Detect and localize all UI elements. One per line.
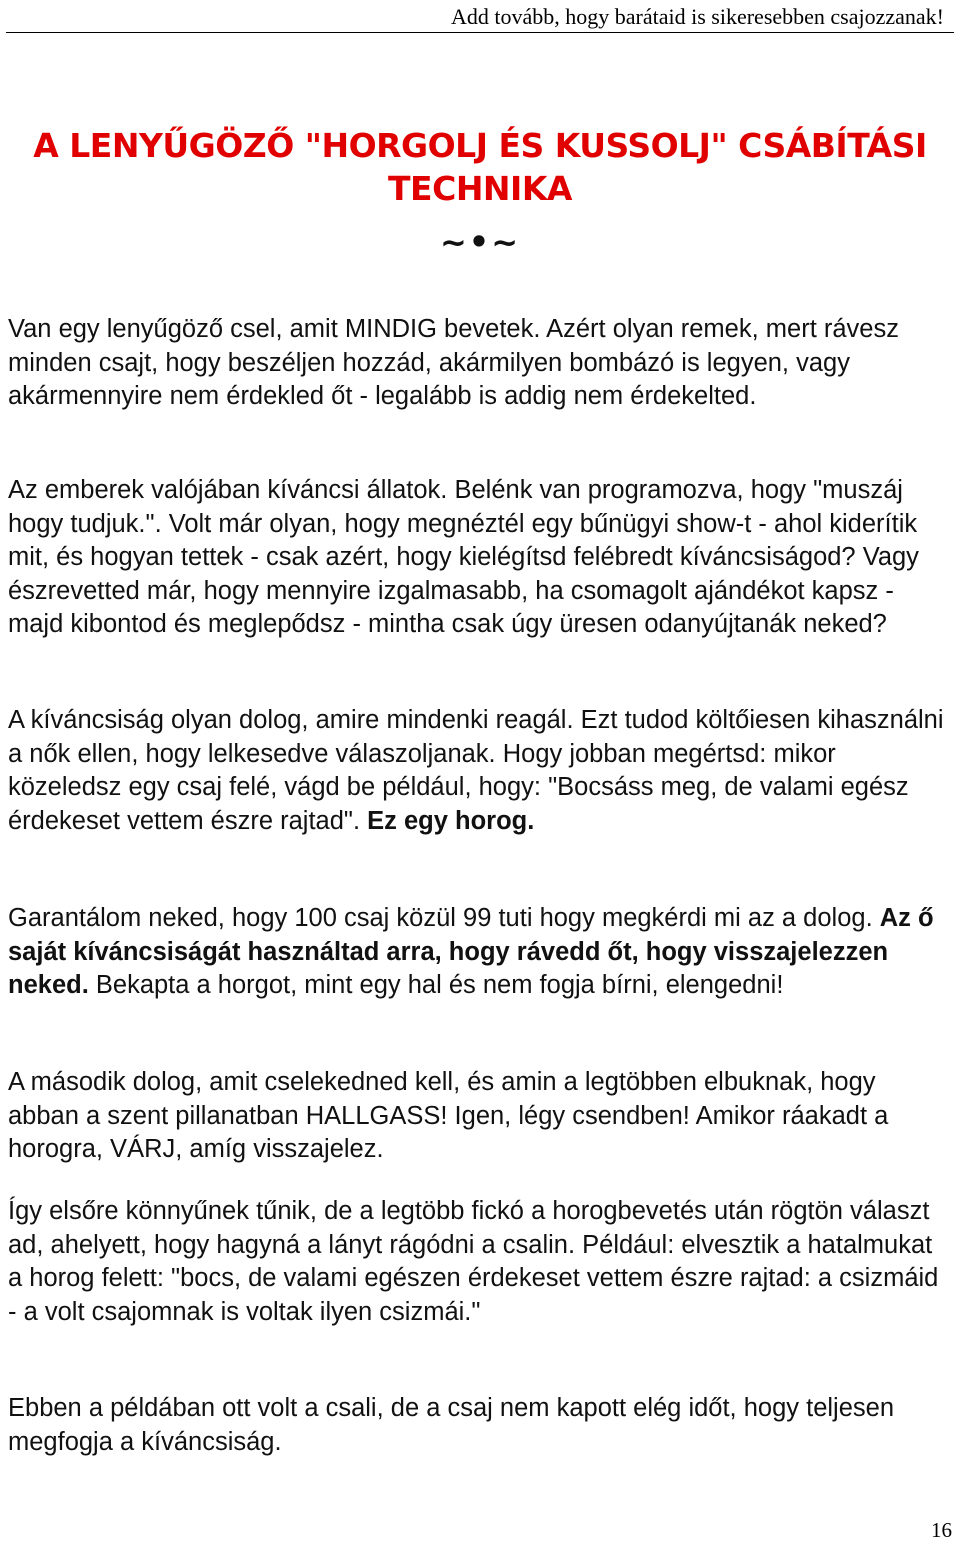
paragraph-text (8, 1195, 948, 1329)
header-divider (6, 32, 954, 33)
text-run: Az emberek valójában kíváncsi állatok. Belénk van programozva, hogy "muszáj hogy tudjuk.". Volt már olyan, hogy megnéztél egy bűnügyi show-t - ahol kiderítik mit, és hogyan tettek - csak azért, hogy kielégítsd felébredt kíváncsiságod? Vagy észrevetted már, hogy mennyire izgalmasabb, ha csomagolt ajándékot kapsz - majd kibontod és meglepődsz - mintha csak úgy üresen odanyújtanák neked? (8, 476, 919, 639)
text-run: A kíváncsiság olyan dolog, amire mindenki reagál. Ezt tudod költőiesen kihasználni a nők ellen, hogy lelkesedve válaszoljanak. Hogy jobban megértsd: mikor közeledsz egy csaj felé, vágd be például, hogy: "Bocsáss meg, de valami egész érdekeset vettem észre rajtad". (8, 706, 944, 835)
text-run: Ebben a példában ott volt a csali, de a csaj nem kapott elég időt, hogy teljesen megfogja a kíváncsiság. (8, 1394, 895, 1456)
page-title-line-1: A LENYŰGÖZŐ "HORGOLJ ÉS KUSSOLJ" CSÁBÍTÁSI (33, 126, 927, 165)
page-title-line-2: TECHNIKA (388, 169, 572, 208)
paragraph-text (8, 1066, 948, 1167)
paragraph-3 (8, 704, 948, 838)
paragraph-text (8, 1392, 948, 1459)
paragraph-4 (8, 902, 948, 1003)
paragraph-text (8, 474, 948, 642)
paragraph-text (8, 902, 948, 1003)
paragraph-6 (8, 1195, 948, 1329)
text-run: Van egy lenyűgöző csel, amit MINDIG bevetek. Azért olyan remek, mert rávesz minden csajt, hogy beszéljen hozzád, akármilyen bombázó is legyen, vagy akármennyire nem érdekled őt - legalább is addig nem érdekelted. (8, 315, 899, 411)
paragraph-1 (8, 313, 948, 414)
page-title (0, 124, 960, 210)
paragraph-text (8, 313, 948, 414)
paragraph-5 (8, 1066, 948, 1167)
paragraph-7 (8, 1392, 948, 1459)
ornament-divider: ~•~ (439, 223, 521, 261)
page-number: 16 (931, 1518, 952, 1542)
emphasis-text: Az ő saját kíváncsiságát használtad arra, hogy rávedd őt, hogy visszajelezzen neked. (8, 904, 934, 1000)
paragraph-2 (8, 474, 948, 642)
text-run: Garantálom neked, hogy 100 csaj közül 99 tuti hogy megkérdi mi az a dolog. (8, 904, 880, 932)
text-run: A második dolog, amit cselekedned kell, és amin a legtöbben elbuknak, hogy abban a szent pillanatban HALLGASS! Igen, légy csendben! Amikor ráakadt a horogra, VÁRJ, amíg visszajelez. (8, 1068, 889, 1164)
text-run: Így elsőre könnyűnek tűnik, de a legtöbb fickó a horogbevetés után rögtön választ ad, ahelyett, hogy hagyná a lányt rágódni a csalin. Például: elvesztik a hatalmukat a horog felett: "bocs, de valami egészen érdekeset vettem észre rajtad: a csizmáid - a volt csajomnak is voltak ilyen csizmái." (8, 1197, 939, 1326)
emphasis-text: Ez egy horog. (367, 806, 535, 835)
text-run: Bekapta a horgot, mint egy hal és nem fogja bírni, elengedni! (88, 971, 784, 1000)
running-header: Add tovább, hogy barátaid is sikeresebben csajozzanak! (451, 4, 944, 29)
paragraph-text (8, 704, 948, 838)
